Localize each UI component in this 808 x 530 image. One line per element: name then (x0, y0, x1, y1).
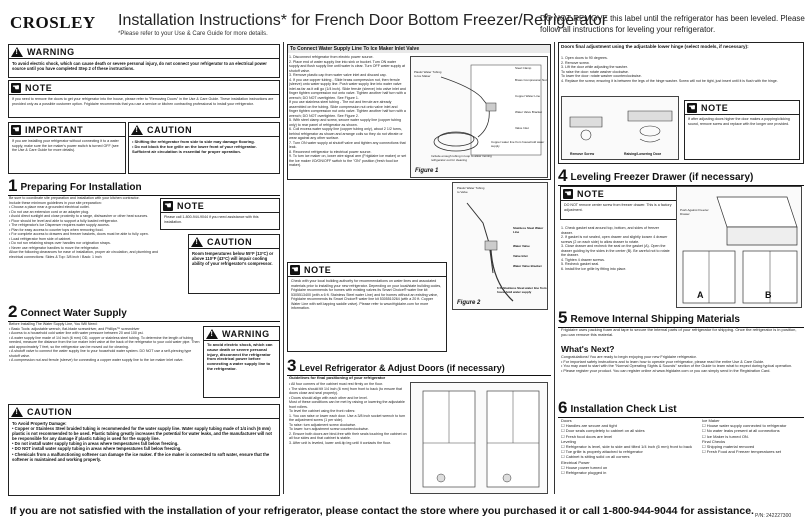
col2-note-box (287, 262, 447, 352)
step6-header (558, 400, 804, 418)
leveling-figure (410, 382, 548, 494)
warning-icon (11, 47, 23, 57)
page-title: Installation Instructions* for French Door Bottom Freezer/Refrigerator (118, 12, 608, 29)
fig1-label: Steel Clamp (515, 67, 532, 70)
col3-note-text: If after adjusting doors higher the door makes a popping/clicking sound, remove screw and replace with the longer one provided. (688, 117, 790, 126)
fig1-label: Copper Water Line (515, 95, 541, 98)
push-drawer-label: Push Against Freezer Drawer (680, 209, 709, 216)
step1-title: Preparing For Installation (20, 182, 142, 193)
caution2-box (188, 234, 280, 294)
warning2-box (203, 326, 280, 398)
step6-title: Installation Check List (570, 404, 677, 415)
caution-box (128, 122, 280, 174)
step2-title: Connect Water Supply (20, 308, 127, 319)
fig2-label: Water Valve Bracket (513, 265, 542, 268)
step4-title: Leveling Freezer Drawer (if necessary) (570, 172, 754, 183)
warning-header (9, 45, 279, 59)
col2-note-header (288, 263, 446, 277)
caution-header (129, 123, 279, 137)
col3-note-label: NOTE (701, 102, 729, 113)
hand-icon: ☚ (688, 102, 696, 112)
doors-title: Doors final adjustment using the adjustable lower hinge (select models, if necessary): (561, 44, 749, 49)
caution2-text: Room temperatures below 55°F (13°C) or above 110°F (43°C) will impair cooling ability of your refrigerator's compressor. (192, 251, 274, 266)
note2-label: NOTE (177, 200, 205, 211)
page-subtitle: *Please refer to your Use & Care Guide for more details. (118, 31, 268, 37)
step3-text: • All four corners of the cabinet must rest firmly on the floor. • The sides should tilt 1/4 inch (6 mm) from front to back (to ensure that doors close and seal properly). • Doors should align with each other and be level. Most of these conditions can be met by raising or lowering the adjustable front rollers. To level the cabinet using the front rollers: 1. You can raise or lower each door. Use a 3/8 inch socket wrench to turn the adjustment screw (1 per side). To raise: turn adjustment screw clockwise. To lower: turn adjustment screw counterclockwise. 2. Ensure both doors are bind-free with their seals touching the cabinet on all four sides and that cabinet is stable. 3. After unit is leveled, lower anti-tip leg until it contacts the floor. (289, 382, 407, 445)
step4-header (558, 168, 804, 186)
hinge-figure (561, 96, 679, 160)
step2-header (8, 304, 280, 322)
warning2-header (204, 327, 279, 341)
step5-number: 5 (558, 308, 568, 327)
fig1-label: Brass Compression Nut (515, 79, 547, 82)
figure-2 (452, 182, 548, 310)
fig1-label: Water Valve Bracket (515, 111, 543, 114)
footer-assistance: If you are not satisfied with the installation of your refrigerator, please contact the store where you purchased it or call 1-800-944-9044 for assistance. (10, 505, 754, 517)
warning2-label: WARNING (222, 328, 270, 339)
step6-number: 6 (558, 398, 568, 417)
step4-number: 4 (558, 166, 568, 185)
step5-text: Frigidaire uses packing foam and tape to secure the internal parts of your refrigerator for shipping. Once the refrigerator is in position, you can remove this material. (561, 328, 797, 337)
step1-number: 1 (8, 176, 18, 195)
drawer-drawing (677, 187, 803, 309)
step3-subtitle: Guidelines for final positioning of your refrigerator (289, 376, 386, 380)
col3-note2-label: NOTE (577, 188, 605, 199)
step3-title: Level Refrigerator & Adjust Doors (if necessary) (299, 363, 505, 373)
caution3-label: CAUTION (27, 406, 73, 417)
step1-text: Be sure to coordinate site preparation and installation with your kitchen contractor. Include these minimum guidelines in your site preparation: • Choose a place near a grounded electrical outlet. • Do not use an extension cord or an adapter plug. • Avoid direct sunlight and close proximity to a range, dishwasher or other heat sources. • Floor should be level and able to support a fully loaded refrigerator. • The refrigerator's Ice Dispenser requires water supply access. • Plan for easy access to counter tops when removing food. • For complete access to drawers and freezer baskets, doors must be able to fully open. • Load refrigerator from side of cabinet. • Do not run retaining straps over handles nor origination straps. • Never use refrigerator handles to move the refrigerator. Allow the following clearances for ease of installation, proper air circulation, and plumbing and electrical connections: Sides & Top: 3/8 inch / Back: 1 inch (9, 196, 159, 259)
step1-header (8, 178, 280, 196)
warning-text: To avoid electric shock, which can cause death or severe personal injury, do not connect your refrigerator to an electrical power source until you have completed Step 2 of these instructions. (12, 61, 267, 71)
fig1-label: Plastic Water Tubing to Ice Maker (414, 71, 442, 78)
warning-icon (206, 329, 218, 339)
column-divider (554, 42, 555, 494)
fig2-label: 6 ft. Stainless Steel water line from household water supply (497, 287, 547, 294)
important-text: If you are installing your refrigerator without connecting it to a water supply, make sure the ice maker's power switch is turned OFF (see the Use & Care Guide for more details). (12, 139, 119, 152)
step5-title: Remove Internal Shipping Materials (570, 314, 740, 325)
important-box (8, 122, 126, 174)
warning-label: WARNING (27, 46, 75, 57)
step3-number: 3 (287, 356, 297, 375)
whats-next-title: What's Next? (561, 344, 615, 354)
step3-header (287, 358, 551, 376)
caution-icon (131, 125, 143, 135)
caution2-label: CAUTION (207, 236, 253, 247)
col2-note-text: Check with your local building authority for recommendations on water lines and associated materials prior to installing your new refrigerator. Depending on your local/state building codes, Frigidaire recommends for homes with existing valves its Smart Choice® water line kit 5305513400 (with a 6 ft. Stainless Steel water Line) and for homes without an existing valve, Frigidaire recommends its Smart Choice® water line kit 5305510264 (with a 20 ft. Copper Water Line with self-tapping saddle valve). Please refer to www.frigidaire.com for more information. (291, 279, 442, 310)
note-label: NOTE (25, 82, 53, 93)
hand-icon: ☚ (12, 124, 20, 134)
hand-icon: ☚ (291, 264, 299, 274)
leveling-drawing (411, 383, 549, 495)
water-supply-title: To Connect Water Supply Line To Ice Maker Inlet Valve (288, 45, 550, 53)
drawer-figure (676, 186, 802, 308)
water-supply-steps: 1. Disconnect refrigerator from electric power source. 2. Place end of water supply line into sink or bucket. Turn ON water supply and flush supply line until water is clear. Turn OFF water supply at shutoff valve. 3. Remove plastic cap from water valve inlet and discard cap. 4. If you use copper tubing - Slide brass compression nut, then ferrule (sleeve) onto water supply line. Push water supply line into water valve inlet as far as it will go (1/4 inch). Slide ferrule (sleeve) into valve inlet and finger tighten compression nut onto valve. Tighten another half turn with a wrench; DO NOT overtighten. See Figure 1. If you use stainless steel tubing - The nut and ferrule are already assembled on the tubing. Slide compression nut onto valve inlet and finger tighten compression nut onto valve. Tighten another half turn with a wrench; DO NOT overtighten. See Figure 2. 5. With steel clamp and screw, secure water supply line (copper tubing only) to rear panel of refrigerator as shown. 6. Coil excess water supply line (copper tubing only), about 2 1/2 turns, behind refrigerator as shown and arrange coils so they do not vibrate or wear against any other surface. 7. Turn ON water supply at shutoff valve and tighten any connections that leak. 8. Reconnect refrigerator to electrical power source. 9. To turn ice maker on, lower wire signal arm (Frigidaire ice maker) or set the Ice maker I/O/ON/OFF switch to the "ON" position (fresh food ice maker). (289, 55, 407, 167)
whats-next-text: Congratulations! You are ready to begin enjoying your new Frigidaire refrigerator. • For important safety instructions and to learn how to operate your refrigerator, please read the entire Use & Care Guide. • You may want to start with the "Normal Operating Sights & Sounds" section of the Guide to learn what to expect during typical operation. • Please register your product. You can register online at www.frigidaire.com or you can simply send in the Registration Card. (561, 355, 793, 373)
fig2-label: Water Valve (513, 245, 530, 248)
caution2-header (189, 235, 279, 249)
caution-icon (191, 237, 203, 247)
hand-icon: ☚ (12, 82, 20, 92)
col3-note2-text: DO NOT remove center screw from freezer drawer. This is a factory adjustment. (564, 203, 672, 212)
note-text: If you need to remove the doors to get your refrigerator into the house, please refer to "Removing Doors" in the Use & Care Guide. These installation instructions are provided only as a possible customer option. Frigidaire recommends that you use a service or kitchen contracting professional to install your refrigerator. (12, 97, 274, 106)
hand-icon: ☚ (564, 188, 572, 198)
caution3-box (8, 404, 280, 496)
note2-header (161, 199, 279, 213)
doors-text: 1. Open doors to 90 degrees. 2. Remove screw. 3. Lift the door while adjusting the washer. To raise the door: rotate washer clockwise. To lower the door: rotate washer counterclockwise. 4. Replace the screw, ensuring it is between the legs of the hinge washer. Screw will not be tight, just insert until it is flush with the hinge. (561, 56, 778, 83)
fig1-label: Copper water line from household water supply (491, 141, 545, 148)
raise-lower-label: Raising/Lowering Door (624, 152, 662, 156)
note2-box (160, 198, 280, 230)
fig2-label: Plastic Water Tubing to Valve (457, 187, 485, 194)
fig2-label: Stainless Steel Water Line (513, 227, 544, 234)
col2-note-label: NOTE (304, 264, 332, 275)
fig1-label: Valve Inlet (515, 127, 529, 130)
step5-header (558, 310, 804, 328)
step2-text: Before Installing The Water Supply Line, You Will Need: • Basic Tools: adjustable wrench, flat-blade screwdriver, and Phillips™ screwdriver • Access to a household cold water line with water pressure between 20 and 100 psi. • A water supply line made of 1/4 inch (6 mm) OD, copper or stainless steel tubing. To determine the length of tubing needed, measure the distance from the ice maker inlet valve at the back of the refrigerator to your cold water pipe. Then add approximately 7 feet, so the refrigerator can be moved out for cleaning. • A shutoff valve to connect the water supply line to your household water system. DO NOT use a self-piercing type shutoff valve. • A compression nut and ferrule (sleeve) for connecting a copper water supply line to the ice maker inlet valve. (9, 322, 200, 362)
label-b: B (765, 290, 772, 300)
label-a: A (697, 290, 704, 300)
caution3-text: To Avoid Property Damage: • Copper or Stainless Steel braided tubing is recommended for the water supply line. Water supply tubing made of 1/4 inch (6 mm) plastic is not recommended to be used. Plastic tubing greatly increases the potential for water leaks, and the manufacturer will not be responsible for any damage if plastic tubing is used for the supply line. • Do not install water supply tubing in areas where temperatures fall below freezing. • DO NOT install water supply tubing in areas where temperatures fall below freezing. • Chemicals from a malfunctioning softener can damage the ice maker. If the ice maker is connected to soft water, ensure that the softener is maintained and working properly. (12, 421, 272, 462)
note-box (8, 80, 280, 118)
hinge-drawing (562, 97, 680, 149)
caution-text: • Shifting the refrigerator from side to side may damage flooring. • Do not block the toe grille on the lower front of your refrigerator. Sufficient air circulation is essential for proper operation. (132, 139, 257, 154)
col3-note-header (685, 101, 799, 115)
fig1-label: Include enough tubing in loop to allow moving refrigerator out for cleaning (431, 155, 492, 162)
figure-1 (410, 56, 548, 178)
fig2-label: Valve Inlet (513, 255, 528, 258)
hand-icon: ☚ (164, 200, 172, 210)
leveling-notice: DO NOT REMOVE this label until the refrigerator has been leveled. Please follow all instructions for leveling your refrigerator. (540, 14, 805, 34)
remove-screw-label: Remove Screw (570, 152, 595, 156)
checklist-left: Doors ☐ Handles are secure and tight ☐ Door seals completely to cabinet on all sides ☐ Fresh food doors are level Leveling ☐ Refrigerator is level, side to side and tilted 1/4 inch (6 mm) front to back ☐ Toe grille is properly attached to refrigerator ☐ Cabinet is sitting solid on all corners Electrical Power ☐ House power turned on ☐ Refrigerator plugged in (561, 418, 692, 476)
warning-box (8, 44, 280, 78)
warning2-text: To avoid electric shock, which can cause death or severe personal injury, disconnect the refrigerator from electrical power before connecting a water supply line to the refrigerator. (207, 342, 273, 371)
caution-label: CAUTION (147, 124, 193, 135)
col3-note2-header (561, 187, 691, 201)
figure-1-caption: Figure 1 (415, 168, 439, 174)
important-label: IMPORTANT (25, 124, 84, 135)
note2-text: Please call 1-800-944-9044 if you need assistance with this installation. (164, 215, 259, 224)
caution-icon (11, 407, 23, 417)
brand-logo: CROSLEY (10, 13, 96, 32)
col3-note-box (684, 100, 800, 160)
caution3-header (9, 405, 279, 419)
step4-text: 1. Check gasket seal around top, bottom, and sides of freezer drawer. 2. If gasket is not sealed, open drawer and slightly loosen 4 drawer screws (2 on each side) to allow drawer to rotate. 3. Close drawer and recheck the seal on the gasket (A). Open the drawer guiding by the sides in the center (B). Be careful not to rotate the drawer. 4. Tighten 4 drawer screws. 5. Recheck gasket seal. 6. Install the ice grille by fitting into place. (561, 226, 670, 271)
column-divider (283, 42, 284, 494)
checklist-right: Ice Maker ☐ House water supply connected to refrigerator ☐ No water leaks present at all connections ☐ Ice Maker is turned ON. Final Checks ☐ Shipping material removed ☐ Fresh Food and Freezer temperatures set (702, 418, 787, 455)
important-header (9, 123, 125, 137)
part-number: P/N: 242227300 (755, 513, 792, 519)
figure-2-caption: Figure 2 (457, 300, 481, 306)
note-header (9, 81, 279, 95)
step2-number: 2 (8, 302, 18, 321)
col3-note2-box (560, 186, 692, 220)
